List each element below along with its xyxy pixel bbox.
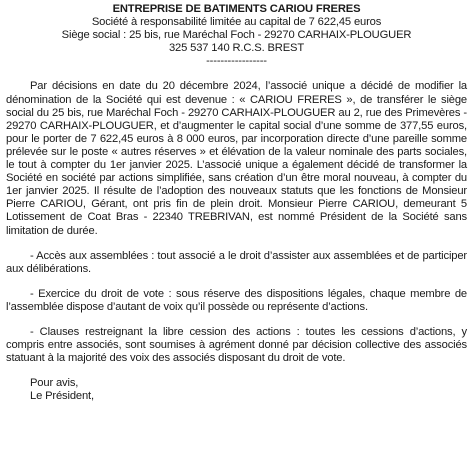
- company-title: ENTREPRISE DE BATIMENTS CARIOU FRERES: [112, 3, 361, 15]
- voting-rights-paragraph: - Exercice du droit de vote : sous réserve des dispositions légales, chaque membre de l’assemblée dispose d’autant de voix qu’il possède ou représente d’actions.: [6, 287, 467, 313]
- header-separator: -----------------: [206, 55, 267, 68]
- decision-paragraph: Par décisions en date du 20 décembre 2024, l’associé unique a décidé de modifier la dénomination de la Société qui est devenue : « CARIOU FRERES », de transférer le siège social du 25 bis, rue Maréchal Foch - 29270 CARHAIX-PLOUGUER au 2, rue des Primevères - 29270 CARHAIX-PLOUGUER, et d’augmenter le capital social d’une somme de 377,55 euros, pour le porter de 7 622,45 euros à 8 000 euros, par incorporation directe d’une pareille somme prélevée sur le poste « autres réserves » et élévation de la valeur nominale des parts sociales, le tout à compter du 1er janvier 2025. L’associé unique a également décidé de transformer la Société en société par actions simplifiée, sans création d’un être moral nouveau, à compter du 1er janvier 2025. Il résulte de l’adoption des nouveaux statuts que les fonctions de Monsieur Pierre CARIOU, Gérant, ont pris fin de plein droit. Monsieur Pierre CARIOU, demeurant 5 Lotissement de Coat Bras - 22340 TREBRIVAN, est nommé Président de la Société sans limitation de durée.: [6, 80, 467, 237]
- notice-header: [6, 3, 467, 68]
- company-registration: 325 537 140 R.C.S. BREST: [168, 42, 305, 55]
- signature-line-president: Le Président,: [30, 390, 94, 403]
- signature-line-notice: Pour avis,: [30, 377, 79, 390]
- meeting-access-paragraph: - Accès aux assemblées : tout associé a le droit d’assister aux assemblées et de participer aux délibérations.: [6, 249, 467, 275]
- signature-block: [30, 377, 467, 403]
- company-headquarters: Siège social : 25 bis, rue Maréchal Foch - 29270 CARHAIX-PLOUGUER: [61, 29, 412, 42]
- share-transfer-paragraph: - Clauses restreignant la libre cession des actions : toutes les cessions d’actions, y compris entre associés, sont soumises à agrément donné par décision collective des associés statuant à la majorité des voix des associés disposant du droit de vote.: [6, 325, 467, 365]
- company-legal-form: Société à responsabilité limitée au capital de 7 622,45 euros: [91, 16, 382, 29]
